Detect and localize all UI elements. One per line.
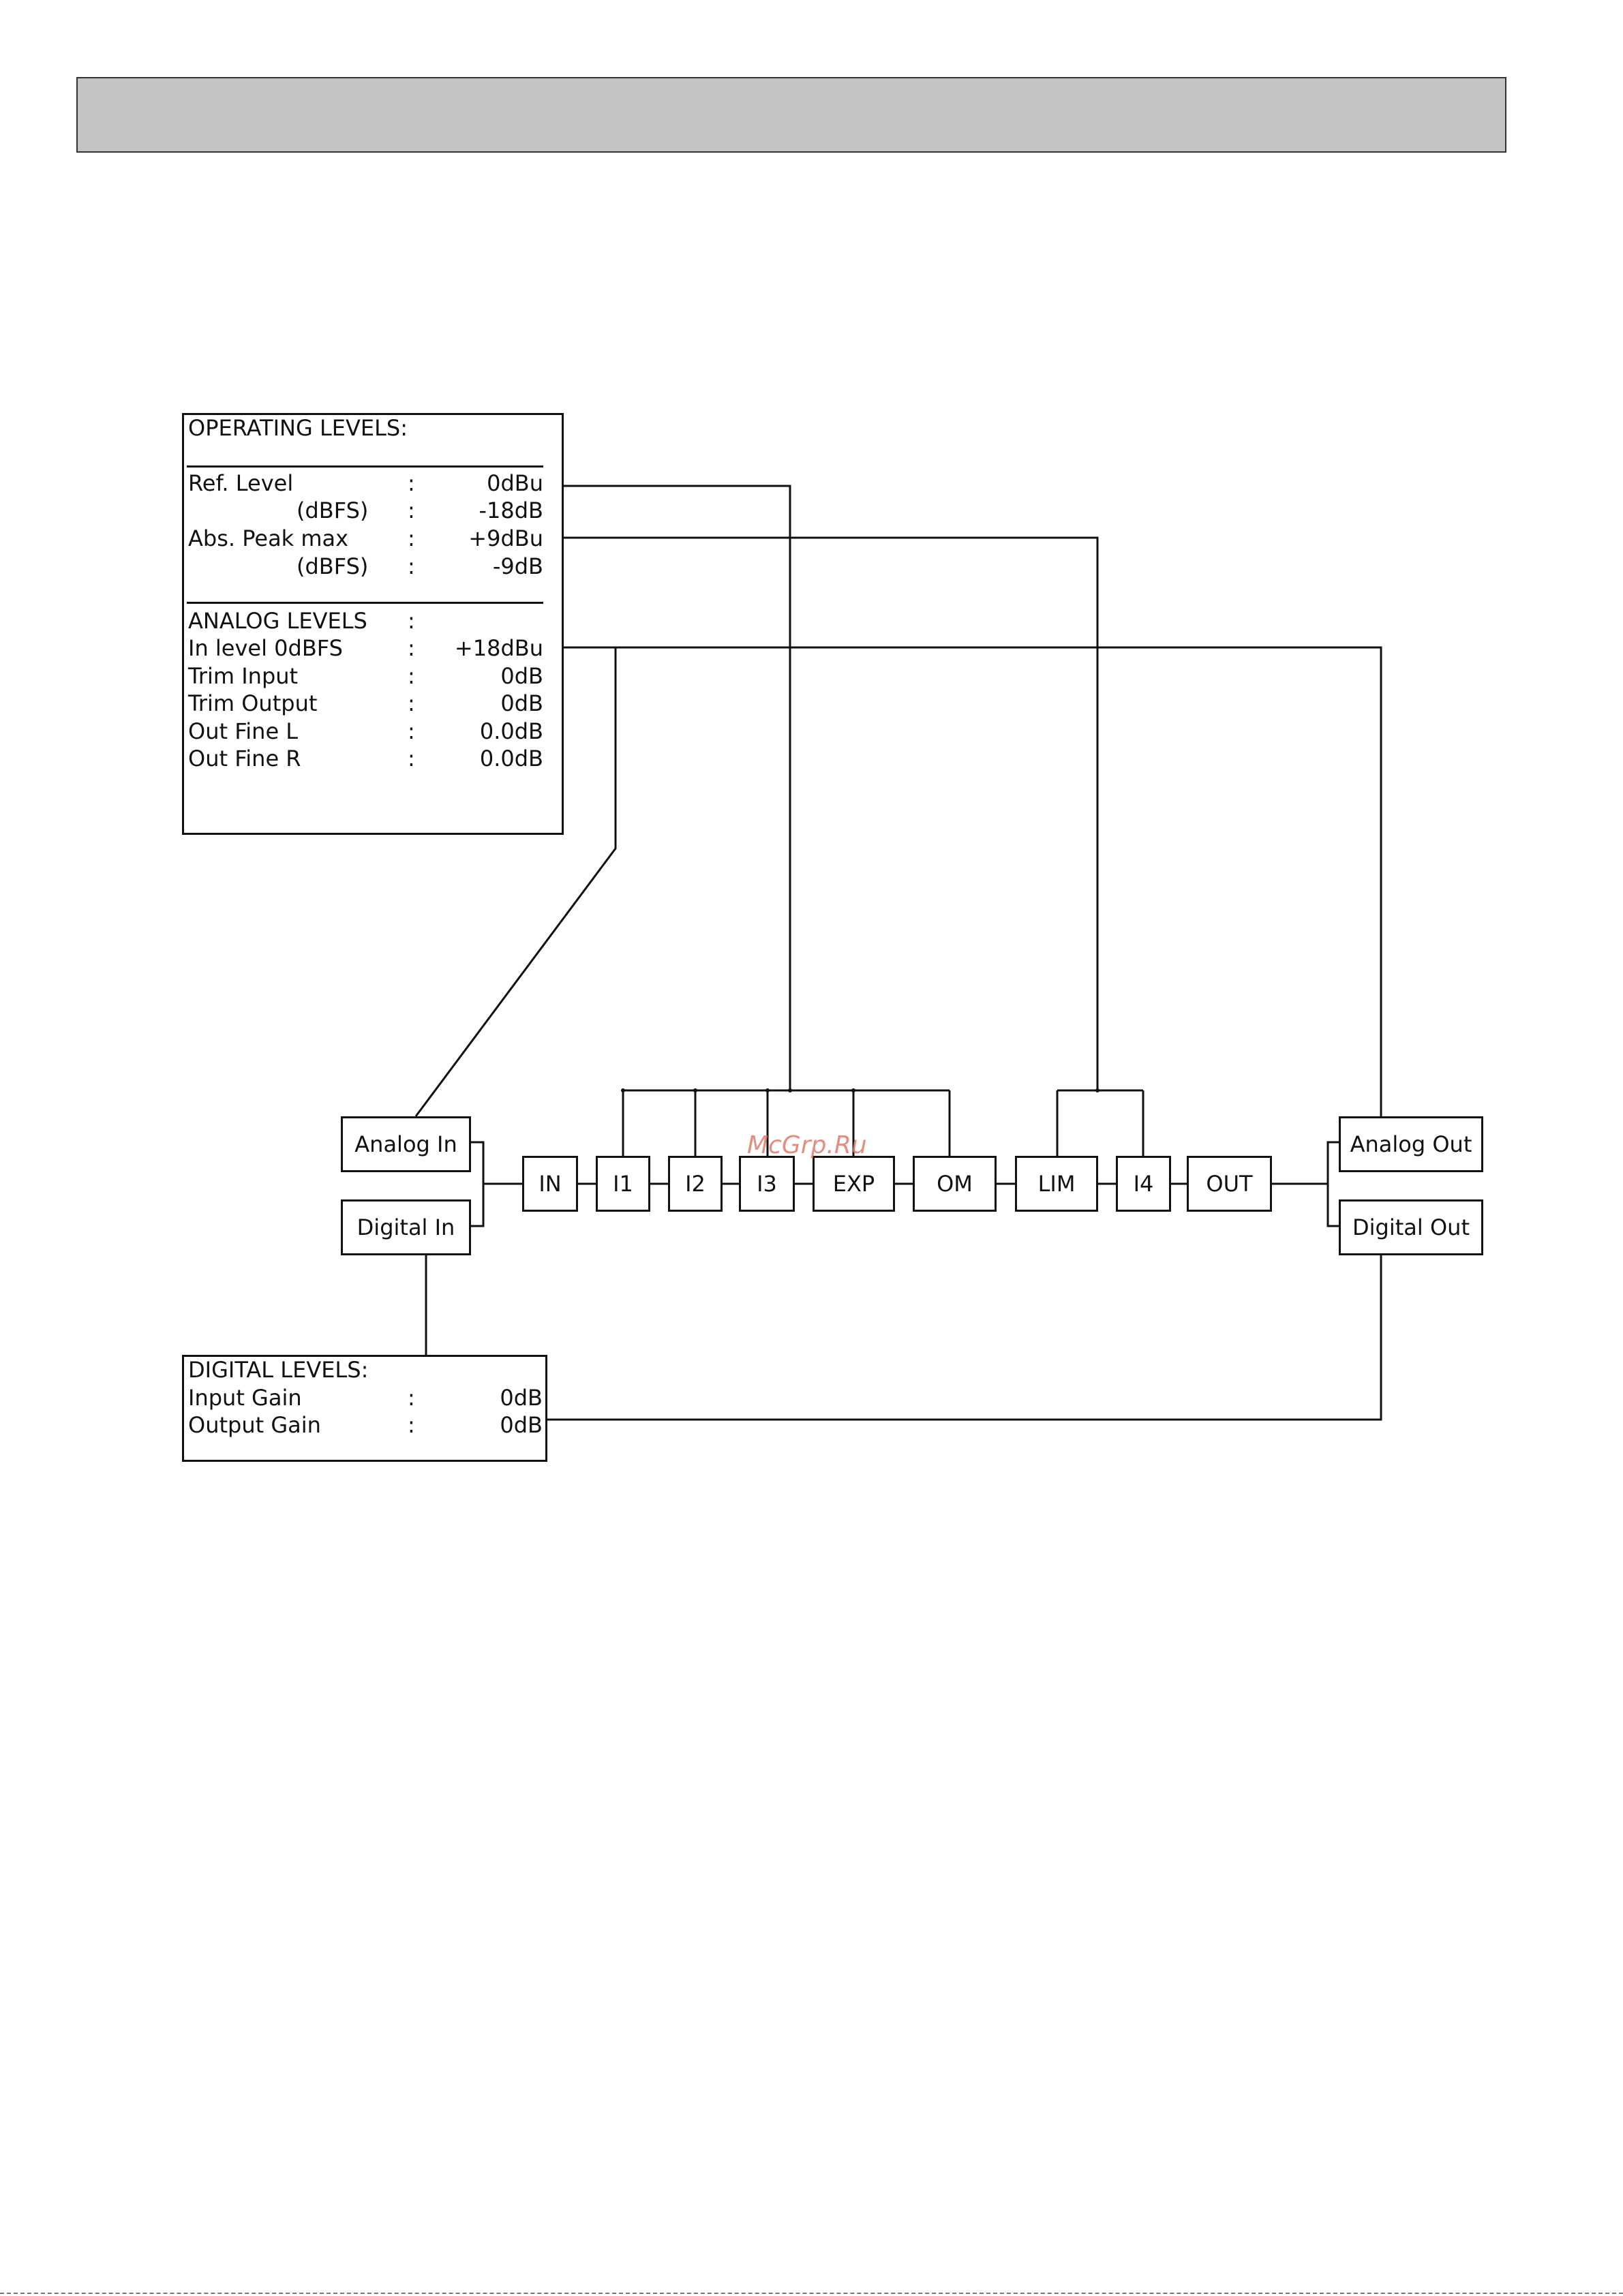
row-value: -18dB xyxy=(479,498,543,523)
row-value: 0.0dB xyxy=(479,746,543,771)
row-label: In level 0dBFS xyxy=(188,635,343,661)
row-label: Trim Input xyxy=(188,663,299,689)
row-label: Out Fine R xyxy=(188,746,301,771)
row-separator: : xyxy=(408,690,415,716)
row-separator: : xyxy=(408,525,415,551)
row-value: +9dBu xyxy=(468,525,543,551)
row-separator: : xyxy=(408,746,415,771)
wire-input-merge xyxy=(471,1142,483,1226)
row-abs-peak xyxy=(184,525,562,552)
row-separator: : xyxy=(408,663,415,689)
row-value: 0.0dB xyxy=(479,718,543,744)
row-label: Trim Output xyxy=(188,690,318,716)
divider xyxy=(187,465,543,468)
row-separator: : xyxy=(408,718,415,744)
wire-abs-peak xyxy=(551,538,1097,1090)
row-ref-dbfs xyxy=(184,497,562,524)
operating-levels-panel xyxy=(182,413,564,835)
row-value: -9dB xyxy=(492,553,543,579)
block-lim: LIM xyxy=(1015,1156,1098,1212)
row-label: Abs. Peak max xyxy=(188,525,349,551)
block-i2: I2 xyxy=(668,1156,723,1212)
block-i1: I1 xyxy=(596,1156,650,1212)
wire-output-gain xyxy=(545,1255,1381,1420)
row-separator: : xyxy=(408,1412,415,1438)
row-value: +18dBu xyxy=(454,635,543,661)
analog-out-block: Analog Out xyxy=(1339,1116,1483,1172)
operating-levels-title: OPERATING LEVELS: xyxy=(188,415,408,441)
row-value: 0dB xyxy=(500,1385,543,1411)
row-value: 0dB xyxy=(500,1412,543,1438)
row-label: (dBFS) xyxy=(297,553,369,579)
block-i3: I3 xyxy=(739,1156,795,1212)
row-input-gain xyxy=(184,1384,545,1411)
row-trim-input xyxy=(184,662,562,690)
block-om: OM xyxy=(913,1156,997,1212)
digital-out-block: Digital Out xyxy=(1339,1199,1483,1255)
analog-in-block: Analog In xyxy=(341,1116,471,1172)
block-out: OUT xyxy=(1187,1156,1272,1212)
row-separator: : xyxy=(408,1385,415,1411)
block-exp: EXP xyxy=(813,1156,895,1212)
row-label: Output Gain xyxy=(188,1412,321,1438)
divider xyxy=(187,602,543,604)
watermark: McGrp.Ru xyxy=(747,1131,867,1159)
row-separator: : xyxy=(408,470,415,496)
row-separator: : xyxy=(408,608,415,634)
bottom-rule xyxy=(0,2293,1623,2294)
analog-levels-heading xyxy=(184,607,562,634)
row-out-fine-l xyxy=(184,718,562,745)
row-trim-output xyxy=(184,690,562,717)
row-separator: : xyxy=(408,553,415,579)
row-separator: : xyxy=(408,635,415,661)
digital-levels-panel xyxy=(182,1355,547,1462)
row-label: (dBFS) xyxy=(297,498,369,523)
analog-levels-title: ANALOG LEVELS xyxy=(188,608,367,634)
digital-in-block: Digital In xyxy=(341,1199,471,1255)
row-value: 0dB xyxy=(500,690,543,716)
row-in-level xyxy=(184,634,562,662)
row-out-fine-r xyxy=(184,745,562,772)
row-output-gain xyxy=(184,1411,545,1439)
block-i4: I4 xyxy=(1116,1156,1171,1212)
wire-in-level xyxy=(551,647,1381,1119)
row-label: Out Fine L xyxy=(188,718,299,744)
row-label: Ref. Level xyxy=(188,470,294,496)
row-separator: : xyxy=(408,498,415,523)
row-value: 0dBu xyxy=(487,470,543,496)
digital-levels-title: DIGITAL LEVELS: xyxy=(188,1357,369,1383)
row-abs-peak-dbfs xyxy=(184,553,562,580)
wire-ref-level xyxy=(551,486,790,1090)
wire-output-split xyxy=(1328,1142,1339,1226)
block-in: IN xyxy=(522,1156,578,1212)
row-label: Input Gain xyxy=(188,1385,302,1411)
row-value: 0dB xyxy=(500,663,543,689)
row-ref-level xyxy=(184,470,562,497)
